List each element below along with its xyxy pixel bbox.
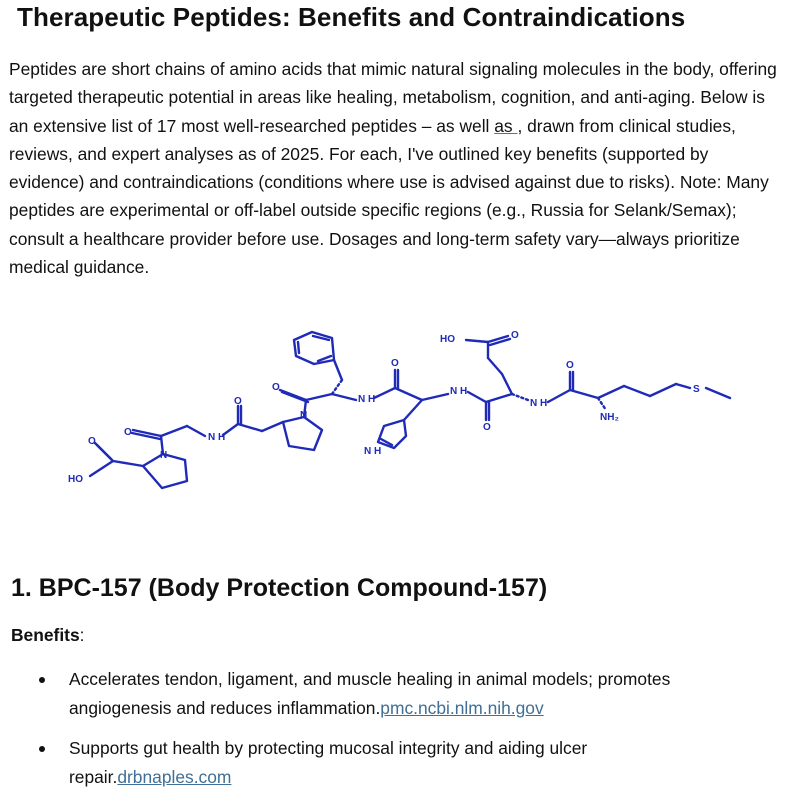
list-item <box>0 734 749 791</box>
benefits-label-text: Benefits <box>11 625 80 645</box>
label-nh: N H <box>358 394 376 405</box>
intro-text-part-1: Peptides are short chains of amino acids that mimic natural signaling molecules in the body, offering targeted therapeutic potential in areas like healing, metabolism, cognition, and anti-aging. Below is an extensive list of 17 most well-researched peptides – as well <box>9 59 777 136</box>
bullet-text: Supports gut health by protecting mucosal integrity and aiding ulcer repair. <box>69 738 588 787</box>
label-ho-left: HO <box>68 474 83 485</box>
label-ho-top: HO <box>440 334 455 345</box>
label-nh: N H <box>450 386 468 397</box>
intro-underlined-text: as , <box>494 115 523 136</box>
label-s: S <box>693 384 700 395</box>
intro-text-part-2: drawn from clinical studies, reviews, and expert analyses as of 2025. For each, I've outlined key benefits (supported by evidence) and contraindications (conditions where use is advised against due to risks). Note: Many peptides are experimental or off-label outside specific regions (e.g., Russia for Selank/Semax); consult a healthcare provider before use. Dosages and long-term safety vary—always prioritize medical guidance. <box>9 115 769 278</box>
label-o: O <box>234 396 242 407</box>
label-o: O <box>483 422 491 433</box>
label-o: O <box>272 382 280 393</box>
benefits-label <box>11 625 84 646</box>
label-n: N <box>300 410 308 421</box>
label-o: O <box>511 330 519 341</box>
label-nh: N H <box>208 432 226 443</box>
list-item <box>0 665 749 722</box>
label-o: O <box>124 427 132 438</box>
source-link[interactable]: drbnaples.com <box>117 766 232 787</box>
intro-paragraph <box>9 55 787 281</box>
label-nh: N H <box>530 398 548 409</box>
peptide-structure-diagram <box>50 318 770 498</box>
bullet-text: Accelerates tendon, ligament, and muscle healing in animal models; promotes angiogenesis and reduces inflammation. <box>69 669 671 718</box>
peptide-structure-svg <box>50 318 770 498</box>
bullet-icon <box>39 746 45 752</box>
label-nh: N H <box>364 446 382 457</box>
source-link[interactable]: pmc.ncbi.nlm.nih.gov <box>380 697 544 718</box>
label-o: O <box>391 358 399 369</box>
bullet-icon <box>39 677 45 683</box>
label-nh2: NH₂ <box>600 412 619 423</box>
label-o: O <box>566 360 574 371</box>
page-title: Therapeutic Peptides: Benefits and Contraindications <box>17 2 686 32</box>
benefits-list <box>0 665 794 803</box>
label-o: O <box>88 436 96 447</box>
section-heading: 1. BPC-157 (Body Protection Compound-157) <box>11 574 548 602</box>
label-n: N <box>160 450 168 461</box>
benefits-label-colon: : <box>79 625 85 645</box>
